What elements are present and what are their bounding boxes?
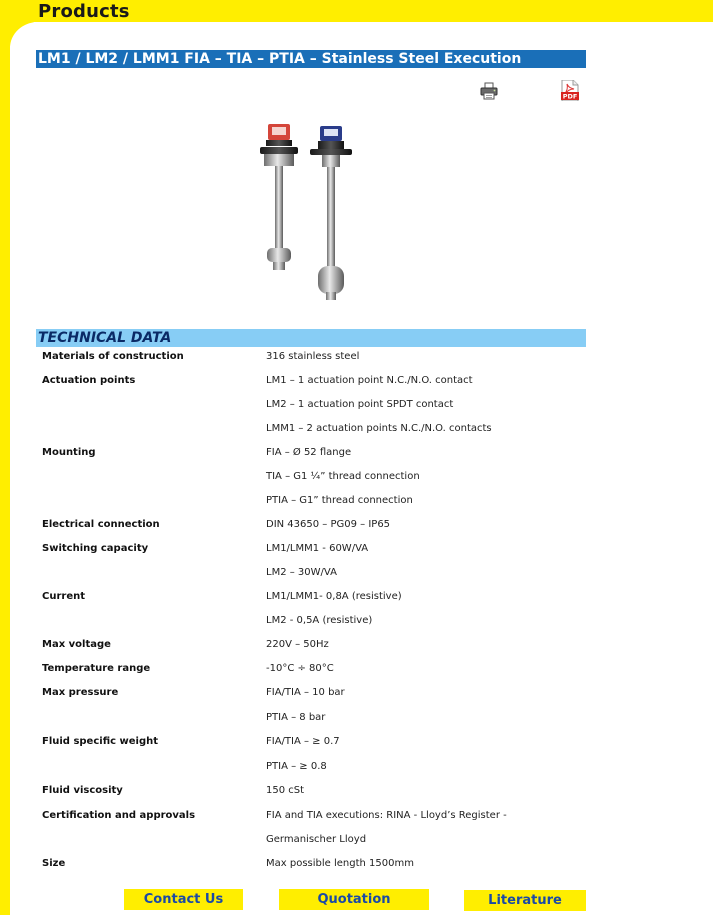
spec-row	[42, 829, 586, 853]
spec-row	[42, 370, 586, 394]
spec-value: FIA/TIA – 10 bar	[266, 687, 345, 698]
spec-value: LM1 – 1 actuation point N.C./N.O. contact	[266, 375, 473, 386]
spec-value: LMM1 – 2 actuation points N.C./N.O. contacts	[266, 423, 492, 434]
spec-label: Size	[42, 858, 66, 869]
spec-value: LM2 – 30W/VA	[266, 567, 337, 578]
spec-row	[42, 610, 586, 634]
svg-text:PDF: PDF	[562, 92, 578, 101]
spec-value: TIA – G1 ¼” thread connection	[266, 471, 420, 482]
technical-data-heading: TECHNICAL DATA	[36, 329, 586, 347]
spec-value: PTIA – 8 bar	[266, 712, 326, 723]
spec-value: FIA/TIA – ≥ 0.7	[266, 736, 340, 747]
spec-row	[42, 634, 586, 658]
spec-value: Max possible length 1500mm	[266, 858, 414, 869]
quotation-button[interactable]: Quotation	[279, 889, 429, 910]
spec-label: Mounting	[42, 447, 96, 458]
spec-value: 316 stainless steel	[266, 351, 360, 362]
spec-row	[42, 780, 586, 805]
spec-row	[42, 707, 586, 731]
spec-table	[42, 346, 586, 877]
printer-icon[interactable]	[480, 82, 498, 100]
page-title: Products	[38, 1, 130, 22]
contact-us-button[interactable]: Contact Us	[124, 889, 243, 910]
product-photo	[246, 120, 364, 305]
spec-row	[42, 538, 586, 562]
spec-value: -10°C ÷ 80°C	[266, 663, 334, 674]
spec-value: DIN 43650 – PG09 – IP65	[266, 519, 391, 530]
spec-row	[42, 466, 586, 490]
spec-label: Fluid viscosity	[42, 785, 123, 796]
spec-label: Max voltage	[42, 639, 111, 650]
spec-label: Max pressure	[42, 687, 119, 698]
spec-value: LM2 - 0,5A (resistive)	[266, 615, 373, 626]
spec-label: Fluid specific weight	[42, 736, 159, 747]
spec-label: Certification and approvals	[42, 810, 196, 821]
spec-value: LM1/LMM1- 0,8A (resistive)	[266, 591, 402, 602]
spec-label: Current	[42, 591, 86, 602]
spec-value: LM1/LMM1 - 60W/VA	[266, 543, 369, 554]
spec-label: Switching capacity	[42, 543, 149, 554]
spec-row	[42, 658, 586, 682]
spec-value: Germanischer Lloyd	[266, 834, 367, 845]
spec-value: 220V – 50Hz	[266, 639, 329, 650]
spec-row	[42, 586, 586, 610]
spec-row	[42, 514, 586, 538]
spec-row	[42, 682, 586, 707]
spec-value: LM2 – 1 actuation point SPDT contact	[266, 399, 454, 410]
spec-label: Temperature range	[42, 663, 151, 674]
pdf-icon[interactable]	[561, 80, 579, 101]
spec-row	[42, 442, 586, 466]
spec-row	[42, 346, 586, 370]
spec-row	[42, 490, 586, 514]
spec-value: FIA – Ø 52 flange	[266, 447, 352, 458]
spec-value: PTIA – G1” thread connection	[266, 495, 413, 506]
spec-row	[42, 394, 586, 418]
spec-row	[42, 853, 586, 877]
spec-label: Electrical connection	[42, 519, 160, 530]
spec-label: Actuation points	[42, 375, 136, 386]
frame-left-band	[0, 0, 10, 915]
product-title-bar: LM1 / LM2 / LMM1 FIA – TIA – PTIA – Stainless Steel Execution	[36, 50, 586, 68]
spec-row	[42, 562, 586, 586]
spec-row	[42, 418, 586, 442]
spec-value: FIA and TIA executions: RINA - Lloyd’s Register -	[266, 810, 507, 821]
spec-row	[42, 731, 586, 756]
spec-row	[42, 756, 586, 780]
literature-button[interactable]: Literature	[464, 890, 586, 911]
spec-value: PTIA – ≥ 0.8	[266, 761, 327, 772]
spec-row	[42, 805, 586, 829]
spec-label: Materials of construction	[42, 351, 184, 362]
spec-value: 150 cSt	[266, 785, 305, 796]
